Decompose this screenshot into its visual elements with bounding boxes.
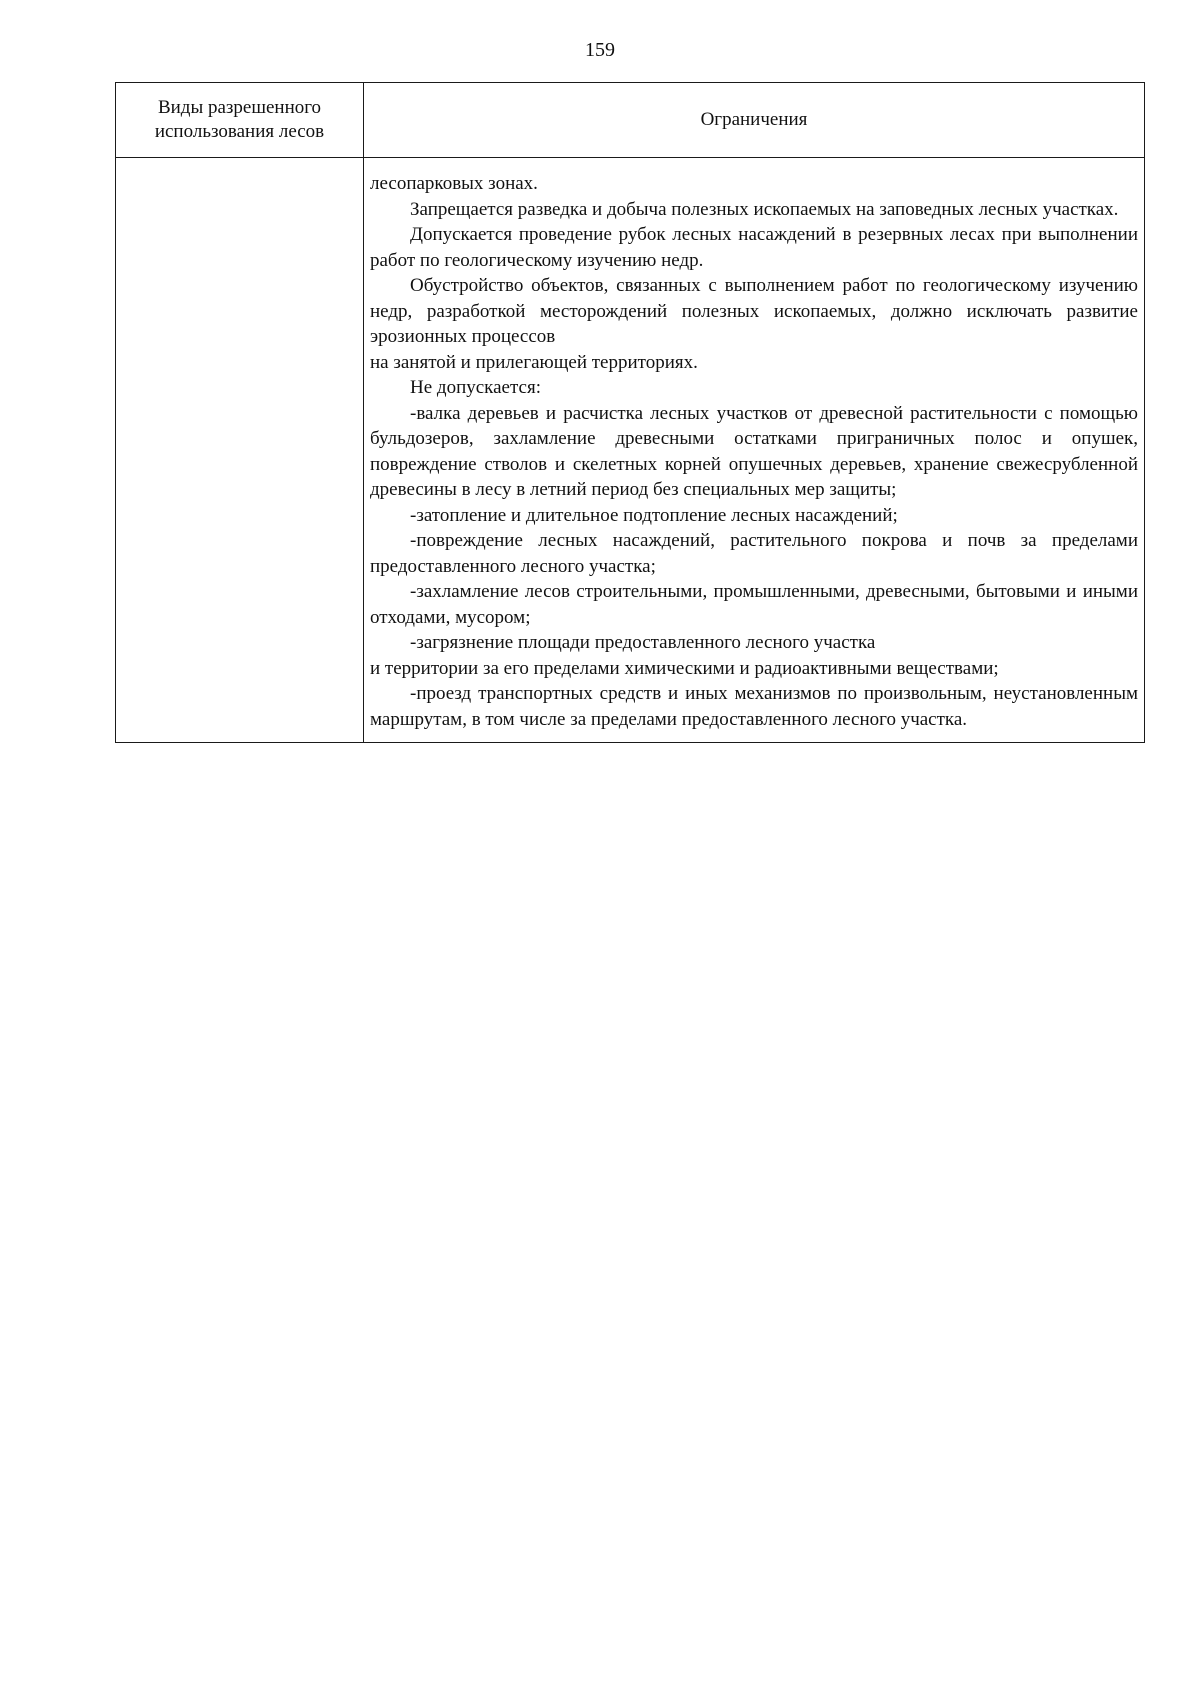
restrictions-table	[115, 82, 1145, 743]
restriction-list-item: -захламление лесов строительными, промышленными, древесными, бытовыми и иными отходами, мусором;	[370, 581, 1138, 628]
restriction-paragraph: и территории за его пределами химическими и радиоактивными веществами;	[370, 657, 999, 679]
restriction-paragraph: на занятой и прилегающей территориях.	[370, 351, 698, 373]
restriction-paragraph: Не допускается:	[410, 377, 541, 398]
restriction-list-item: -проезд транспортных средств и иных механизмов по произвольным, неустановленным маршрутам, в том числе за пределами предоставленного лесного участка.	[370, 683, 1138, 730]
cell-permitted-use	[116, 158, 364, 743]
table-header-row	[116, 83, 1145, 158]
header-restrictions: Ограничения	[364, 83, 1145, 158]
restriction-paragraph: Допускается проведение рубок лесных насаждений в резервных лесах при выполнении работ по геологическому изучению недр.	[370, 224, 1138, 271]
restriction-paragraph: лесопарковых зонах.	[370, 173, 538, 194]
restriction-list-item: -валка деревьев и расчистка лесных участков от древесной растительности с помощью бульдозеров, захламление древесными остатками приграничных полос и опушек, повреждение стволов и скелетных корней опушечных деревьев, хранение свежесрубленной древесины в лесу в летний период без специальных мер защиты;	[370, 402, 1138, 500]
cell-restrictions	[364, 158, 1145, 743]
table-row	[116, 158, 1145, 743]
page-number: 159	[585, 39, 615, 61]
restriction-list-item: -затопление и длительное подтопление лесных насаждений;	[410, 504, 898, 526]
restriction-paragraph: Обустройство объектов, связанных с выполнением работ по геологическому изучению недр, разработкой месторождений полезных ископаемых, должно исключать развитие эрозионных процессов	[370, 275, 1138, 347]
restriction-paragraph: Запрещается разведка и добыча полезных ископаемых на заповедных лесных участках.	[410, 198, 1119, 220]
header-permitted-use: Виды разрешенного использования лесов	[116, 83, 364, 158]
restriction-list-item: -загрязнение площади предоставленного лесного участка	[410, 632, 876, 653]
restriction-list-item: -повреждение лесных насаждений, растительного покрова и почв за пределами предоставленного лесного участка;	[370, 530, 1138, 577]
